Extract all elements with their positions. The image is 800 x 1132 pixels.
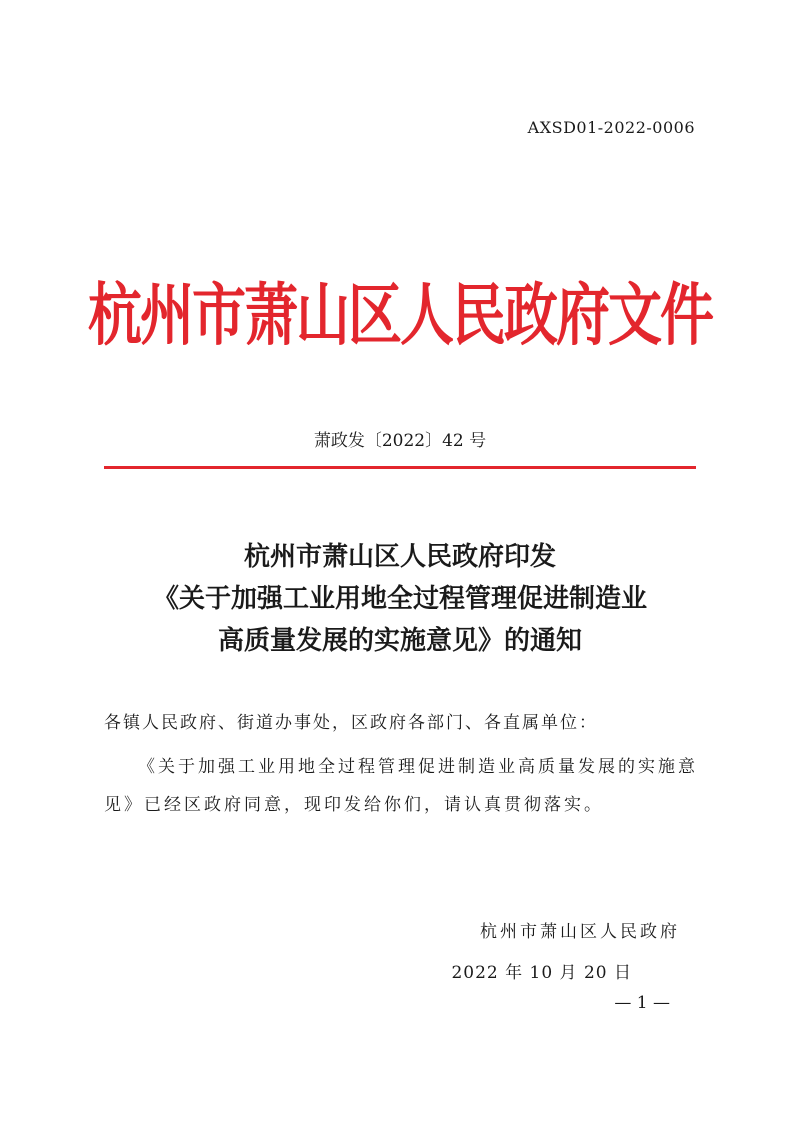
- red-separator-line: [104, 466, 696, 469]
- notice-title: [0, 536, 800, 662]
- document-issue-number: 萧政发〔2022〕42 号: [313, 431, 487, 451]
- notice-title-line-2: 《关于加强工业用地全过程管理促进制造业: [152, 584, 647, 614]
- notice-title-line-1: 杭州市萧山区人民政府印发: [243, 542, 556, 572]
- issuer-signature: 杭州市萧山区人民政府: [480, 922, 680, 942]
- body-paragraph: 《关于加强工业用地全过程管理促进制造业高质量发展的实施意见》已经区政府同意，现印发给你们，请认真贯彻落实。: [104, 757, 698, 815]
- notice-title-line-3: 高质量发展的实施意见》的通知: [217, 626, 582, 656]
- issue-date: 2022 年 10 月 20 日: [451, 963, 632, 983]
- issuing-authority-header: 杭州市萧山区人民政府文件: [88, 275, 712, 355]
- page-number: — 1 —: [614, 993, 670, 1013]
- document-code: AXSD01-2022-0006: [527, 118, 695, 137]
- salutation: 各镇人民政府、街道办事处，区政府各部门、各直属单位：: [104, 713, 598, 733]
